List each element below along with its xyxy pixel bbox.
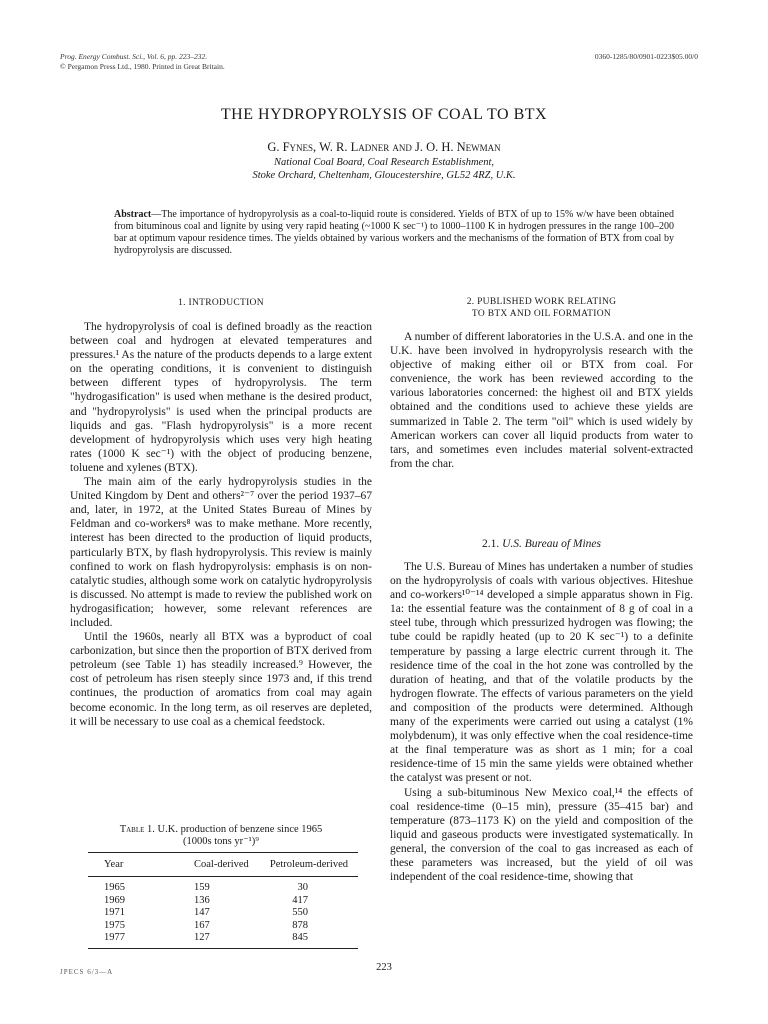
intro-paragraph-3: Until the 1960s, nearly all BTX was a byproduct of coal carbonization, but since then the proportion of BTX derived from petroleum (see Table 1) has steadily increased.⁹ However, the cost of petroleum has risen steeply since 1973 and, if this trend continues, the production of aromatics from coal may again become economic. In the long term, as oil reserves are depleted, it will be necessary to use coal as a chemical feedstock. [70,631,372,728]
paper-title: THE HYDROPYROLYSIS OF COAL TO BTX [220,106,548,123]
bureau-paragraph-1: The U.S. Bureau of Mines has undertaken a number of studies on the hydropyrolysis of coals with various objectives. Hiteshue and co-workers¹⁰⁻¹⁴ developed a simple apparatus shown in Fig. 1a: the essential feature was the containment of 8 g of coal in a steel tube, through which pressurized hydrogen was flowing; the tube could be rapidly heated (up to 20 K sec⁻¹) to a definite temperature by passing a large electric current through it. The residence time of the coal in the hot zone was controlled by the duration of heating, and that of the volatile products by the hydrogen flowrate. The effects of various parameters on the yield and composition of the products were determined. Although many of the experiments were carried out using a catalyst (1% molybdenum), it was only effective when the coal residence-time at the final temperature was as short as 1 min; for a coal residence-time of 15 min the same yields were obtained whether the catalyst was present or not. [390,561,693,785]
table-cell: 127 [164,932,259,948]
right-column-top [390,330,693,471]
benzene-production-table [88,852,358,949]
table-cell: 1969 [104,894,125,906]
table-cell: 878 [292,919,308,931]
section-heading-published-work [390,296,693,320]
section2-heading-line-1: 2. PUBLISHED WORK RELATING [466,297,617,307]
table-header-row [88,853,358,877]
left-column [70,320,372,729]
footer-code: JPECS 6/3—A [60,968,114,976]
table-cell: 845 [259,932,358,948]
affiliation [0,156,768,182]
table-header-year: Year [88,853,164,877]
table-header-coal: Coal-derived [164,853,259,877]
abstract [114,209,674,257]
author-list: G. Fynes, W. R. Ladner and J. O. H. Newman [267,140,501,154]
table-label: Table 1. [119,824,155,835]
table-header-petroleum: Petroleum-derived [259,853,358,877]
table-cell: 159 [194,882,210,893]
subsection-number: 2.1. [481,538,500,550]
table-row [88,932,358,948]
table-caption [70,824,372,848]
table-cell: 136 [194,894,210,906]
table-row [88,877,358,895]
article-code: 0360-1285/80/0901-0223$05.00/0 [594,52,698,61]
journal-line-2: © Pergamon Press Ltd., 1980. Printed in Great Britain. [60,62,225,71]
table-caption-line-1: U.K. production of benzene since 1965 [157,824,323,835]
affiliation-line-2: Stoke Orchard, Cheltenham, Gloucestershire, GL52 4RZ, U.K. [252,170,516,181]
intro-paragraph-1: The hydropyrolysis of coal is defined broadly as the reaction between coal and hydrogen at elevated temperatures and pressures.¹ As the nature of the products depends to a large extent on the operating conditions, it is convenient to distinguish between different types of hydropyrolysis. The term "hydrogasification" is used when methane is the desired product, and "hydropyrolysis" is used when the principal products are liquids and gas. "Flash hydropyrolysis" is a more recent development of hydropyrolysis which uses very high heating rates (1000 K sec⁻¹) with the object of producing benzene, toluene and xylenes (BTX). [70,321,372,474]
table-cell: 1977 [88,932,164,948]
table-cell: 147 [194,907,210,919]
intro-paragraph-2: The main aim of the early hydropyrolysis studies in the United Kingdom by Dent and others²⁻⁷ over the period 1937–67 and, later, in 1972, at the United States Bureau of Mines by Feldman and co-workers⁸ was to make methane. More recently, interest has been directed to the production of liquid products, particularly BTX, by flash hydropyrolysis. This review is mainly confined to work on flash hydropyrolysis: emphasis is on non-catalytic studies, although some work on catalytic hydropyrolysis is discussed. No attempt is made to review the published work on hydrogasification; however, some relevant references are included. [70,476,372,629]
table-cell: 30 [297,882,308,893]
table-row [88,920,358,933]
table-row [88,895,358,908]
journal-citation [60,52,225,72]
affiliation-line-1: National Coal Board, Coal Research Establishment, [273,157,494,168]
table-cell: 1971 [104,907,125,919]
table-cell: 550 [292,907,308,919]
bureau-paragraph-2: Using a sub-bituminous New Mexico coal,¹⁴ the effects of coal residence-time (0–15 min), pressure (35–415 bar) and temperature (873–1173 K) on the yield and composition of the liquid and gaseous products were investigated systematically. In general, the conversion of the coal to gas increased as each of these parameters was increased, but the yield of oil was independent of the coal residence-time, showing that [390,786,693,884]
subsection-heading-bureau-of-mines [390,538,693,550]
table-row [88,907,358,920]
subsection-title: U.S. Bureau of Mines [502,538,602,550]
section2-heading-line-2: TO BTX AND OIL FORMATION [471,309,612,319]
table-cell: 167 [194,919,210,931]
abstract-label: Abstract [114,209,152,220]
right-column-bottom [390,560,693,884]
section2-paragraph-1: A number of different laboratories in the U.S.A. and one in the U.K. have been involved in hydropyrolysis research with the objective of making either oil or BTX from coal. For convenience, the work has been reviewed according to the various laboratories concerned: the highest oil and BTX yields obtained and the conditions used to achieve these yields are summarized in Table 2. The term "oil" which is used widely by American workers can cover all liquid products from water to tars, and sometimes even includes material solvent-extracted from the char. [390,331,693,470]
abstract-text: —The importance of hydropyrolysis as a coal-to-liquid route is considered. Yields of BTX of up to 15% w/w have been obtained from bituminous coal and lignite by using very rapid heating (~1000 K sec⁻¹) to 1000–1100 K in hydrogen pressures in the range 100–200 bar at optimum vapour residence times. The yields obtained by various workers and the mechanisms of the formation of BTX from coal by hydropyrolysis are discussed. [114,209,674,256]
table-cell: 417 [292,894,308,906]
section-heading-introduction: 1. INTRODUCTION [178,298,264,308]
table-caption-line-2: (1000s tons yr⁻¹)⁹ [183,836,259,847]
journal-line-1: Prog. Energy Combust. Sci., Vol. 6, pp. 223–232. [60,52,208,61]
table-cell: 1965 [104,882,125,893]
page-number: 223 [376,962,392,973]
table-cell: 1975 [104,919,125,931]
